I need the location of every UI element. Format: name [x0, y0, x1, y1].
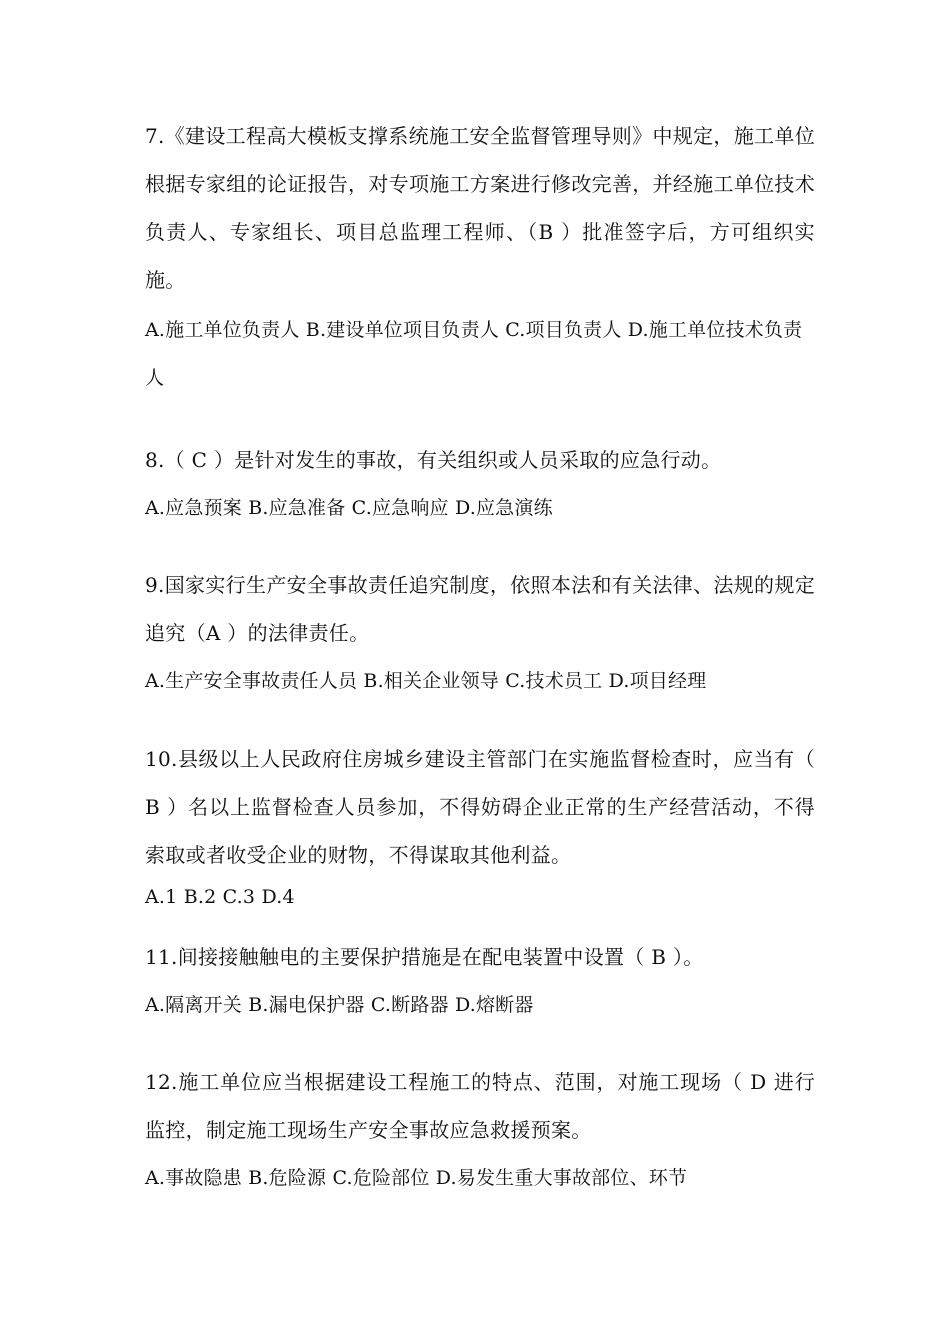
question-options: A.生产安全事故责任人员 B.相关企业领导 C.技术员工 D.项目经理: [145, 670, 707, 692]
question-stem: 11.间接接触触电的主要保护措施是在配电装置中设置（ B ）。: [145, 945, 704, 969]
question-stem: 7.《建设工程高大模板支撑系统施工安全监督管理导则》中规定，施工单位根据专家组的论证报告，对专项施工方案进行修改完善，并经施工单位技术负责人、专家组长、项目总监理工程师、（B ）批准签字后，方可组织实施。: [145, 124, 815, 292]
question-10: [145, 735, 815, 915]
question-11: [145, 933, 815, 1029]
question-stem: 9.国家实行生产安全事故责任追究制度，依照本法和有关法律、法规的规定追究（A ）的法律责任。: [145, 573, 815, 645]
question-stem: 8.（ C ）是针对发生的事故，有关组织或人员采取的应急行动。: [145, 448, 722, 472]
question-7: [145, 112, 815, 402]
question-options: A.施工单位负责人 B.建设单位项目负责人 C.项目负责人 D.施工单位技术负责人: [145, 319, 803, 389]
question-options: A.应急预案 B.应急准备 C.应急响应 D.应急演练: [145, 497, 553, 519]
question-9: [145, 561, 815, 705]
question-options: A.1 B.2 C.3 D.4: [145, 886, 295, 908]
question-stem: 12.施工单位应当根据建设工程施工的特点、范围，对施工现场（ D 进行监控，制定施工现场生产安全事故应急救援预案。: [145, 1070, 815, 1142]
question-stem: 10.县级以上人民政府住房城乡建设主管部门在实施监督检查时，应当有（ B ）名以上监督检查人员参加，不得妨碍企业正常的生产经营活动，不得索取或者收受企业的财物，不得谋取其他利益。: [145, 747, 815, 867]
question-options: A.事故隐患 B.危险源 C.危险部位 D.易发生重大事故部位、环节: [145, 1167, 688, 1189]
question-12: [145, 1058, 815, 1202]
question-options: A.隔离开关 B.漏电保护器 C.断路器 D.熔断器: [145, 994, 534, 1016]
question-8: [145, 436, 815, 532]
